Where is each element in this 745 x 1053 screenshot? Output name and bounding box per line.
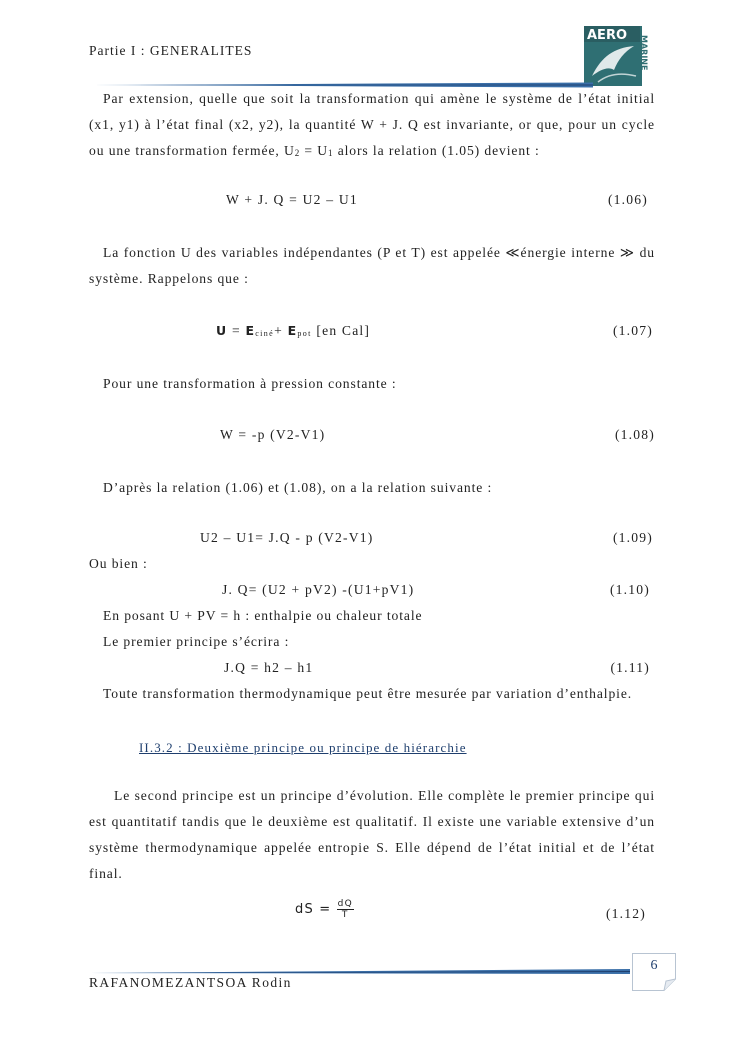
header-rule [93,76,593,82]
paragraph-energie-interne: La fonction U des variables indépendantes (P et T) est appelée ≪énergie interne ≫ du système. Rappelons que : [89,245,655,286]
equation-1-08: W = -p (V2-V1) [220,427,326,442]
equation-1-06: W + J. Q = U2 – U1 [226,192,358,207]
paragraph-second-principe: Le second principe est un principe d’évolution. Elle complète le premier principe qui est quantitatif tandis que le deuxième est qualitatif. Il existe une variable extensive d’un système thermodynamique appelée entropie S. Elle dépend de l’état initial et de l’état final. [89,788,655,881]
footer-author: RAFANOMEZANTSOA Rodin [89,975,292,990]
equation-number-1-10: (1.10) [609,582,650,597]
equation-number-1-12: (1.12) [605,906,646,921]
paragraph-pression-constante: Pour une transformation à pression constante : [103,376,397,391]
equation-number-1-11: (1.11) [610,660,650,675]
footer-rule [90,963,630,971]
logo-marine-text: MARINE [639,35,649,71]
fraction-dq-over-t: $\frac{dQ}{T}$ [337,899,353,920]
aero-marine-logo [584,26,656,86]
paragraph-enthalpie-def: En posant U + PV = h : enthalpie ou chaleur totale [103,608,423,623]
equation-number-1-06: (1.06) [607,192,648,207]
equation-1-10: J. Q= (U2 + pV2) -(U1+pV1) [222,582,415,597]
header-title: Partie I : GENERALITES [89,43,253,58]
equation-1-12: dS = $\frac{dQ}{T}$ [295,899,353,920]
page-number: 6 [650,958,658,973]
logo-aero-text: AERO [587,28,628,43]
equation-number-1-07: (1.07) [612,323,653,338]
equation-1-07: U = Eciné+ Epot [en Cal] [216,323,371,338]
paragraph-ou-bien: Ou bien : [89,556,148,571]
equation-1-11: J.Q = h2 – h1 [224,660,314,675]
paragraph-extension: Par extension, quelle que soit la transformation qui amène le système de l’état initial (x1, y1) à l’état final (x2, y2), la quantité W + J. Q est invariante, or que, pour un cycle ou une transformation fermée, U2 = U1 alors la relation (1.05) devient : [89,91,655,158]
section-heading-2-3-2: II.3.2 : Deuxième principe ou principe de hiérarchie [139,740,467,755]
equation-number-1-08: (1.08) [614,427,655,442]
paragraph-premier-principe: Le premier principe s’écrira : [103,634,290,649]
paragraph-relation-suivante: D’après la relation (1.06) et (1.08), on a la relation suivante : [103,480,493,495]
equation-1-09: U2 – U1= J.Q - p (V2-V1) [200,530,374,545]
equation-number-1-09: (1.09) [612,530,653,545]
paragraph-variation-enthalpie: Toute transformation thermodynamique peut être mesurée par variation d’enthalpie. [103,686,633,701]
